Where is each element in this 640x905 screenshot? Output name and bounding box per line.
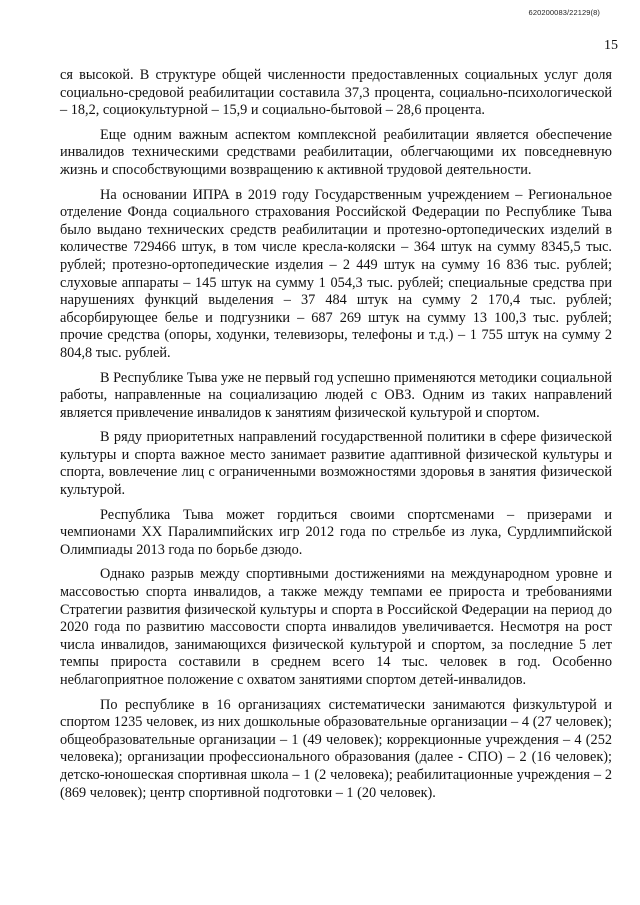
document-body	[60, 67, 612, 802]
paragraph-technical-means: Еще одним важным аспектом комплексной реабилитации является обеспечение инвалидов техническими средствами реабилитации, облегчающими их повседневную жизнь и способствующими возвращению к активной трудовой деятельности.	[60, 126, 612, 178]
document-id: 620200083/22129(8)	[528, 8, 600, 17]
paragraph-socialization: В Республике Тыва уже не первый год успешно применяются методики социальной работы, направленные на социализацию людей с ОВЗ. Одним из таких направлений является привлечение инвалидов к занятиям физической культурой и спортом.	[60, 369, 612, 421]
paragraph-adaptive-sport: В ряду приоритетных направлений государственной политики в сфере физической культуры и спорта важное место занимает развитие адаптивной физической культуры и спорта, вовлечение лиц с ограниченными возможностями здоровья в занятия физической культурой.	[60, 429, 612, 499]
paragraph-social-services: ся высокой. В структуре общей численности предоставленных социальных услуг доля социально-средовой реабилитации составила 37,3 процента, социально-психологической – 18,2, социокультурной – 15,9 и социально-бытовой – 28,6 процента.	[60, 67, 612, 119]
paragraph-organizations: По республике в 16 организациях систематически занимаются физкультурой и спортом 1235 человек, из них дошкольные образовательные организации – 4 (27 человек); общеобразовательные организации – 1 (49 человек); коррекционные учреждения – 4 (252 человека); организации профессионального образования (далее - СПО) – 2 (16 человек); детско-юношеская спортивная школа – 1 (2 человека); реабилитационные учреждения – 2 (869 человек); центр спортивной подготовки – 1 (20 человек).	[60, 696, 612, 801]
paragraph-paralympic: Республика Тыва может гордиться своими спортсменами – призерами и чемпионами XX Паралимпийских игр 2012 года по стрельбе из лука, Сурдлимпийской Олимпиады 2013 года по борьбе дзюдо.	[60, 506, 612, 558]
page-number: 15	[604, 38, 618, 53]
paragraph-mass-sport-gap: Однако разрыв между спортивными достижениями на международном уровне и массовостью спорта инвалидов, а также между темпами ее прироста и требованиями Стратегии развития физической культуры и спорта в Российской Федерации на период до 2020 года по развитию массовости спорта инвалидов увеличивается. Несмотря на рост числа инвалидов, занимающихся физической культурой и спортом, за последние 5 лет темпы прироста составили в среднем всего 14 тыс. человек в год. Особенно неблагоприятное положение с охватом занятиями спортом детей-инвалидов.	[60, 566, 612, 688]
paragraph-ipra-2019: На основании ИПРА в 2019 году Государственным учреждением – Региональное отделение Фонда социального страхования Российской Федерации по Республике Тыва было выдано технических средств реабилитации и протезно-ортопедических изделий в количестве 729466 штук, в том числе кресла-коляски – 364 штук на сумму 8345,5 тыс. рублей; протезно-ортопедические изделия – 2 449 штук на сумму 16 836 тыс. рублей; слуховые аппараты – 145 штук на сумму 1 054,3 тыс. рублей; специальные средства при нарушениях функций выделения – 37 484 штук на сумму 2 170,4 тыс. рублей; абсорбирующее белье и подгузники – 687 269 штук на сумму 13 100,3 тыс. рублей; прочие средства (опоры, ходунки, телевизоры, телефоны и т.д.) – 1 755 штук на сумму 2 804,8 тыс. рублей.	[60, 186, 612, 361]
